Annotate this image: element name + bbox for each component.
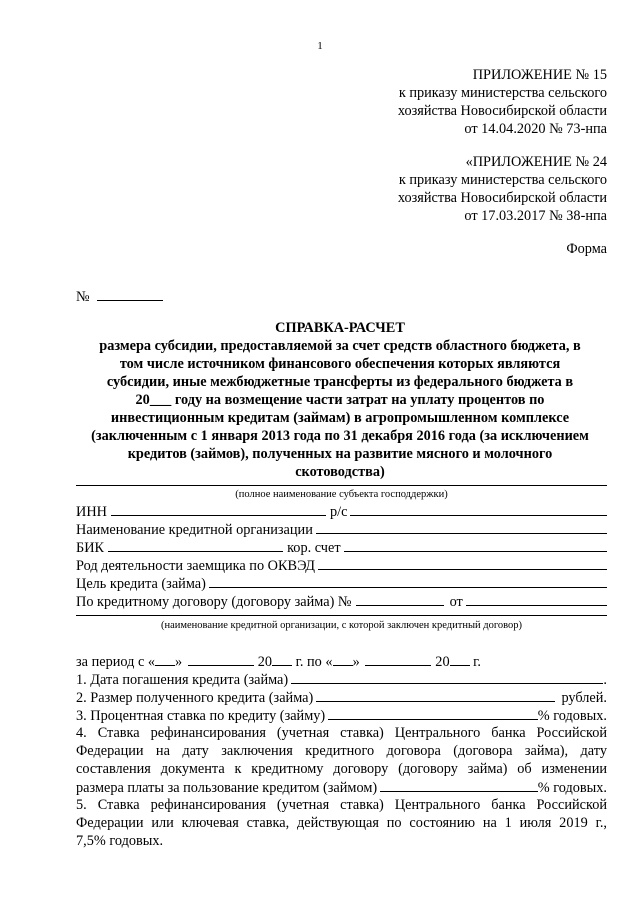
inn-label: ИНН — [76, 504, 107, 520]
item-1-row — [76, 670, 607, 689]
period-from-day-blank — [155, 652, 175, 666]
creditor-caption: (наименование кредитной организации, с которой заключен кредитный договор) — [160, 620, 523, 631]
item-4-line-1: 4. Ставка рефинансирования (учетная ставка) Центрального банка Российской — [76, 725, 607, 741]
item-4-label: размера платы за пользование кредитом (займом) — [76, 780, 378, 796]
contract-number-blank — [356, 592, 444, 606]
period-to-label: г. по « — [292, 654, 333, 670]
rs-blank — [350, 502, 607, 516]
title-line: (заключенным с 1 января 2013 года по 31 декабря 2016 года (за исключением — [91, 428, 589, 444]
bik-label: БИК — [76, 540, 105, 556]
document-title — [70, 319, 610, 481]
annex-24-title: «ПРИЛОЖЕНИЕ № 24 — [465, 154, 607, 170]
inn-row — [76, 502, 607, 521]
item-2-row — [76, 688, 607, 707]
rs-label: р/с — [329, 504, 348, 520]
purpose-label: Цель кредита (займа) — [76, 576, 206, 592]
document-number — [76, 287, 163, 306]
form-label: Форма — [566, 241, 607, 257]
item-2-blank — [316, 688, 555, 702]
item-2-label: 2. Размер полученного кредита (займа) — [76, 690, 314, 706]
annex-24-date-line: от 17.03.2017 № 38-нпа — [464, 208, 607, 224]
number-sign: № — [76, 289, 90, 305]
annex-15-title: ПРИЛОЖЕНИЕ № 15 — [472, 67, 607, 83]
purpose-blank — [209, 574, 607, 588]
year-prefix: 20 — [435, 654, 450, 670]
item-5-line-1: 5. Ставка рефинансирования (учетная ставка) Центрального банка Российской — [76, 797, 607, 813]
item-3-row — [76, 706, 607, 725]
item-4-row — [76, 778, 607, 797]
item-5-line-2: Федерации или ключевая ставка, действующая по состоянию на 1 июля 2019 г., — [76, 815, 607, 831]
contract-date-blank — [466, 592, 607, 606]
item-1-blank — [291, 670, 603, 684]
annex-24-ministry-line: хозяйства Новосибирской области — [397, 190, 607, 206]
annex-24-header — [398, 153, 607, 225]
title-line: кредитов (займов), полученных на развитие мясного и молочного — [127, 446, 553, 462]
item-3-blank — [328, 706, 538, 720]
okved-blank — [318, 556, 607, 570]
credit-org-label: Наименование кредитной организации — [76, 522, 313, 538]
contract-from-label: от — [449, 594, 463, 610]
subject-caption: (полное наименование субъекта господдержки) — [235, 489, 448, 500]
annex-15-ministry-line: хозяйства Новосибирской области — [397, 103, 607, 119]
year-suffix: г. — [469, 654, 481, 670]
title-line: субсидии, иные межбюджетные трансферты из федерального бюджета в — [106, 374, 574, 390]
bik-blank — [108, 538, 283, 552]
period-from-year-blank — [272, 652, 292, 666]
title-line: инвестиционным кредитам (займам) в агропромышленном комплексе — [110, 410, 570, 426]
item-1-label: 1. Дата погашения кредита (займа) — [76, 672, 289, 688]
quote-close: » — [175, 654, 183, 670]
period-row — [76, 652, 481, 671]
item-4-blank — [380, 778, 538, 792]
item-5-line-3: 7,5% годовых. — [76, 833, 164, 849]
okved-label: Род деятельности заемщика по ОКВЭД — [76, 558, 316, 574]
title-heading: СПРАВКА-РАСЧЕТ — [275, 320, 405, 336]
period-to-month-blank — [365, 652, 431, 666]
title-line: скотоводства) — [295, 464, 385, 480]
item-1-end: . — [603, 672, 607, 688]
period-from-label: за период с « — [76, 654, 156, 670]
contract-row — [76, 592, 607, 611]
year-prefix: 20 — [257, 654, 273, 670]
inn-blank — [111, 502, 326, 516]
quote-close: » — [352, 654, 360, 670]
item-2-end: рублей. — [561, 690, 607, 706]
credit-org-blank — [316, 520, 607, 534]
item-3-end: % годовых. — [537, 708, 607, 724]
number-blank — [97, 287, 163, 301]
page-number: 1 — [317, 40, 323, 52]
annex-15-header — [398, 66, 607, 138]
annex-15-order-line: к приказу министерства сельского — [398, 85, 607, 101]
annex-24-order-line: к приказу министерства сельского — [398, 172, 607, 188]
item-4-line-3: составления документа к кредитному договору (договору займа) об изменении — [76, 761, 607, 777]
period-to-day-blank — [333, 652, 353, 666]
period-from-month-blank — [188, 652, 254, 666]
item-4-line-2: Федерации на дату заключения кредитного договора (договора займа), дату — [76, 743, 607, 759]
title-line: том числе источником финансового обеспечения которых являются — [119, 356, 561, 372]
kor-blank — [344, 538, 607, 552]
item-4-end: % годовых. — [537, 780, 607, 796]
credit-org-row — [76, 520, 607, 539]
bik-row — [76, 538, 607, 557]
item-3-label: 3. Процентная ставка по кредиту (займу) — [76, 708, 326, 724]
purpose-row — [76, 574, 607, 593]
contract-label: По кредитному договору (договору займа) № — [76, 594, 352, 610]
title-line: размера субсидии, предоставляемой за счет средств областного бюджета, в — [99, 338, 581, 354]
subject-name-line — [76, 485, 607, 486]
creditor-name-line — [76, 615, 607, 616]
kor-label: кор. счет — [287, 540, 341, 556]
period-to-year-blank — [450, 652, 470, 666]
okved-row — [76, 556, 607, 575]
annex-15-date-line: от 14.04.2020 № 73-нпа — [464, 121, 607, 137]
title-line: 20___ году на возмещение части затрат на уплату процентов по — [135, 392, 545, 408]
